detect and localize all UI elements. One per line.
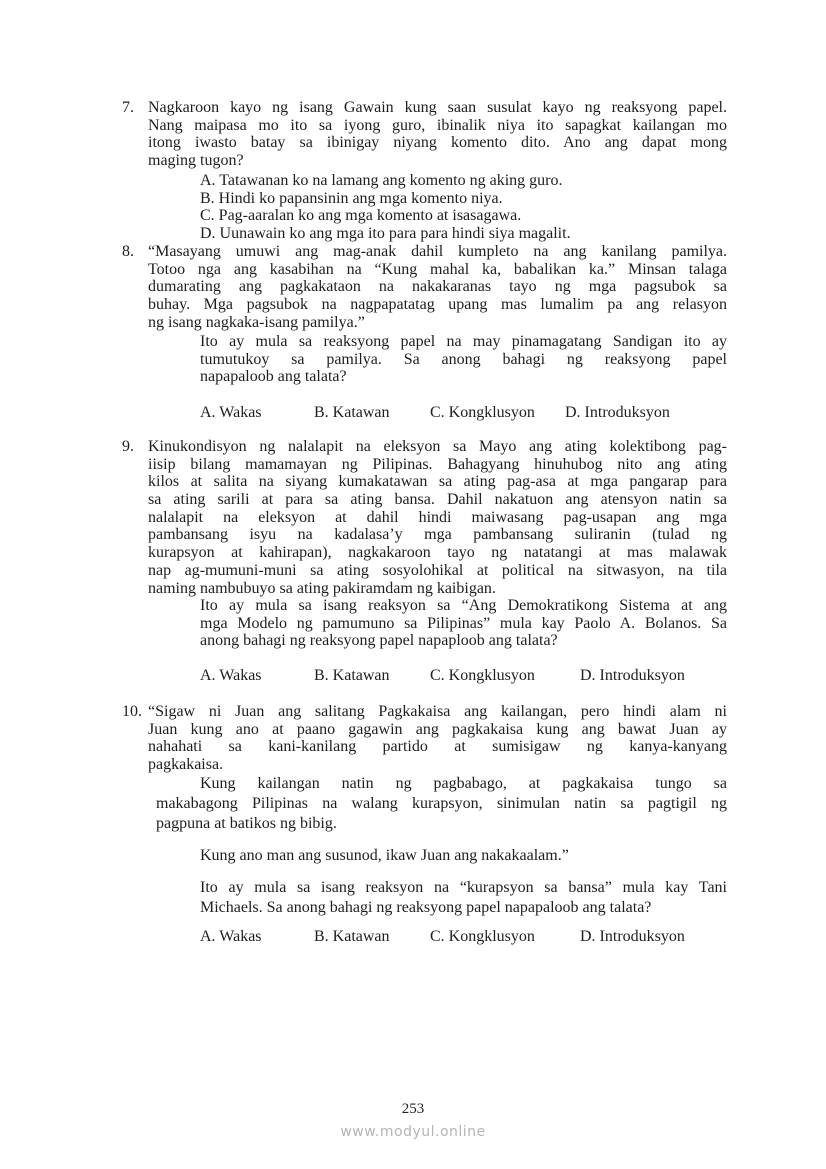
text-line: napapaloob ang talata?: [200, 368, 347, 386]
answer-choice[interactable]: A. Wakas: [200, 667, 262, 684]
answer-choice[interactable]: B. Katawan: [314, 928, 390, 945]
text-line: nalalapit na eleksyon at dahil hindi maiwasang pag-usapan ang mga: [148, 508, 727, 526]
text-line: dumarating ang pagkakataon na nakakaranas tayo ng mga pagsubok sa: [148, 278, 727, 296]
question-number: 9.: [122, 438, 134, 455]
text-line: naming nambubuyo sa ating pakiramdam ng kaibigan.: [148, 579, 496, 597]
answer-choice[interactable]: A. Wakas: [200, 928, 262, 945]
page-number: 253: [401, 1101, 425, 1117]
text-line: Kung ano man ang susunod, ikaw Juan ang nakakaalam.”: [200, 847, 569, 864]
text-line: kurapsyon at kahirapan), nagkakaroon tayo ng natatangi at mas malawak: [148, 544, 727, 562]
answer-choice[interactable]: D. Uunawain ko ang mga ito para para hindi siya magalit.: [200, 225, 571, 243]
answer-choice[interactable]: D. Introduksyon: [580, 928, 685, 945]
answer-choice[interactable]: A. Tatawanan ko na lamang ang komento ng aking guro.: [200, 172, 563, 189]
text-line: makabagong Pilipinas na walang kurapsyon, sinimulan natin sa pagtigil ng: [156, 795, 727, 813]
question-8-prompt: [200, 333, 727, 386]
question-7: [122, 99, 727, 170]
text-line: maging tugon?: [148, 152, 244, 170]
text-line: kilos at salita na siyang kumakatawan sa ating pag-asa at mga pangarap para: [148, 473, 727, 491]
answer-choice[interactable]: C. Kongklusyon: [430, 667, 535, 684]
text-line: ng isang nagkaka-isang pamilya.”: [148, 313, 365, 331]
question-10-prompt: [200, 879, 727, 917]
question-number: 7.: [122, 99, 134, 116]
text-line: iisip bilang mamamayan ng Pilipinas. Bahagyang hinuhubog nito ang ating: [148, 455, 727, 473]
answer-choice[interactable]: B. Katawan: [314, 667, 390, 684]
text-line: anong bahagi ng reaksyong papel napaploob ang talata?: [200, 632, 558, 650]
question-8: [122, 243, 727, 331]
question-9: [122, 438, 727, 597]
answer-choice[interactable]: D. Introduksyon: [565, 404, 670, 421]
question-9-prompt: [200, 597, 727, 650]
text-line: Kinukondisyon ng nalalapit na eleksyon sa Mayo ang ating kolektibong pag-: [148, 438, 727, 455]
question-10-para2: [156, 775, 727, 833]
text-line: tumutukoy sa pamilya. Sa anong bahagi ng reaksyong papel: [200, 350, 727, 368]
text-line: Ito ay mula sa isang reaksyon sa “Ang Demokratikong Sistema at ang: [200, 597, 727, 614]
text-line: sa ating sarili at para sa ating bansa. Dahil nakatuon ang atensyon natin sa: [148, 491, 727, 509]
answer-choice[interactable]: C. Kongklusyon: [430, 928, 535, 945]
text-line: Michaels. Sa anong bahagi ng reaksyong papel napapaloob ang talata?: [200, 899, 652, 917]
text-line: Juan kung ano at paano gagawin ang pagkakaisa kung ang bawat Juan ay: [148, 720, 727, 738]
text-line: Nang maipasa mo ito sa iyong guro, ibinalik niya ito sapagkat kailangan mo: [148, 116, 727, 134]
answer-choice[interactable]: B. Hindi ko papansinin ang mga komento niya.: [200, 189, 503, 207]
question-number: 8.: [122, 243, 134, 260]
text-line: buhay. Mga pagsubok na nagpapatatag upang mas lumalim pa ang relasyon: [148, 296, 727, 314]
text-line: Kung kailangan natin ng pagbabago, at pagkakaisa tungo sa: [200, 775, 727, 792]
answer-choice[interactable]: B. Katawan: [314, 404, 390, 421]
text-line: “Masayang umuwi ang mag-anak dahil kumpleto na ang kanilang pamilya.: [148, 243, 727, 260]
question-7-choices: [200, 172, 740, 243]
text-line: pambansang isyu na kadalasa’y mga pambansang suliranin (tulad ng: [148, 526, 727, 544]
text-line: mga Modelo ng pamumuno sa Pilipinas” mula kay Paolo A. Bolanos. Sa: [200, 614, 727, 632]
answer-choice[interactable]: D. Introduksyon: [580, 667, 685, 684]
text-line: pagpuna at batikos ng bibig.: [156, 815, 337, 833]
answer-choice[interactable]: C. Pag-aaralan ko ang mga komento at isasagawa.: [200, 207, 522, 225]
text-line: “Sigaw ni Juan ang salitang Pagkakaisa ang kailangan, pero hindi alam ni: [148, 703, 727, 720]
text-line: nap ag-mumuni-muni sa ating sosyolohikal at political na sitwasyon, na tila: [148, 561, 727, 579]
question-number: 10.: [122, 703, 142, 720]
text-line: pagkakaisa.: [148, 756, 224, 774]
text-line: Nagkaroon kayo ng isang Gawain kung saan susulat kayo ng reaksyong papel.: [148, 99, 727, 116]
question-10-para3: [200, 847, 727, 865]
watermark: www.modyul.online: [340, 1124, 486, 1140]
text-line: Totoo nga ang kasabihan na “Kung mahal ka, babalikan ka.” Minsan talaga: [148, 260, 727, 278]
text-line: Ito ay mula sa isang reaksyon na “kurapsyon sa bansa” mula kay Tani: [200, 879, 727, 896]
answer-choice[interactable]: C. Kongklusyon: [430, 404, 535, 421]
question-10: [122, 703, 727, 774]
text-line: Ito ay mula sa reaksyong papel na may pinamagatang Sandigan ito ay: [200, 333, 727, 350]
text-line: itong iwasto batay sa ibinigay niyang komento dito. Ano ang dapat mong: [148, 134, 727, 152]
answer-choice[interactable]: A. Wakas: [200, 404, 262, 421]
text-line: nahahati sa kani-kanilang partido at sumisigaw ng kanya-kanyang: [148, 738, 727, 756]
